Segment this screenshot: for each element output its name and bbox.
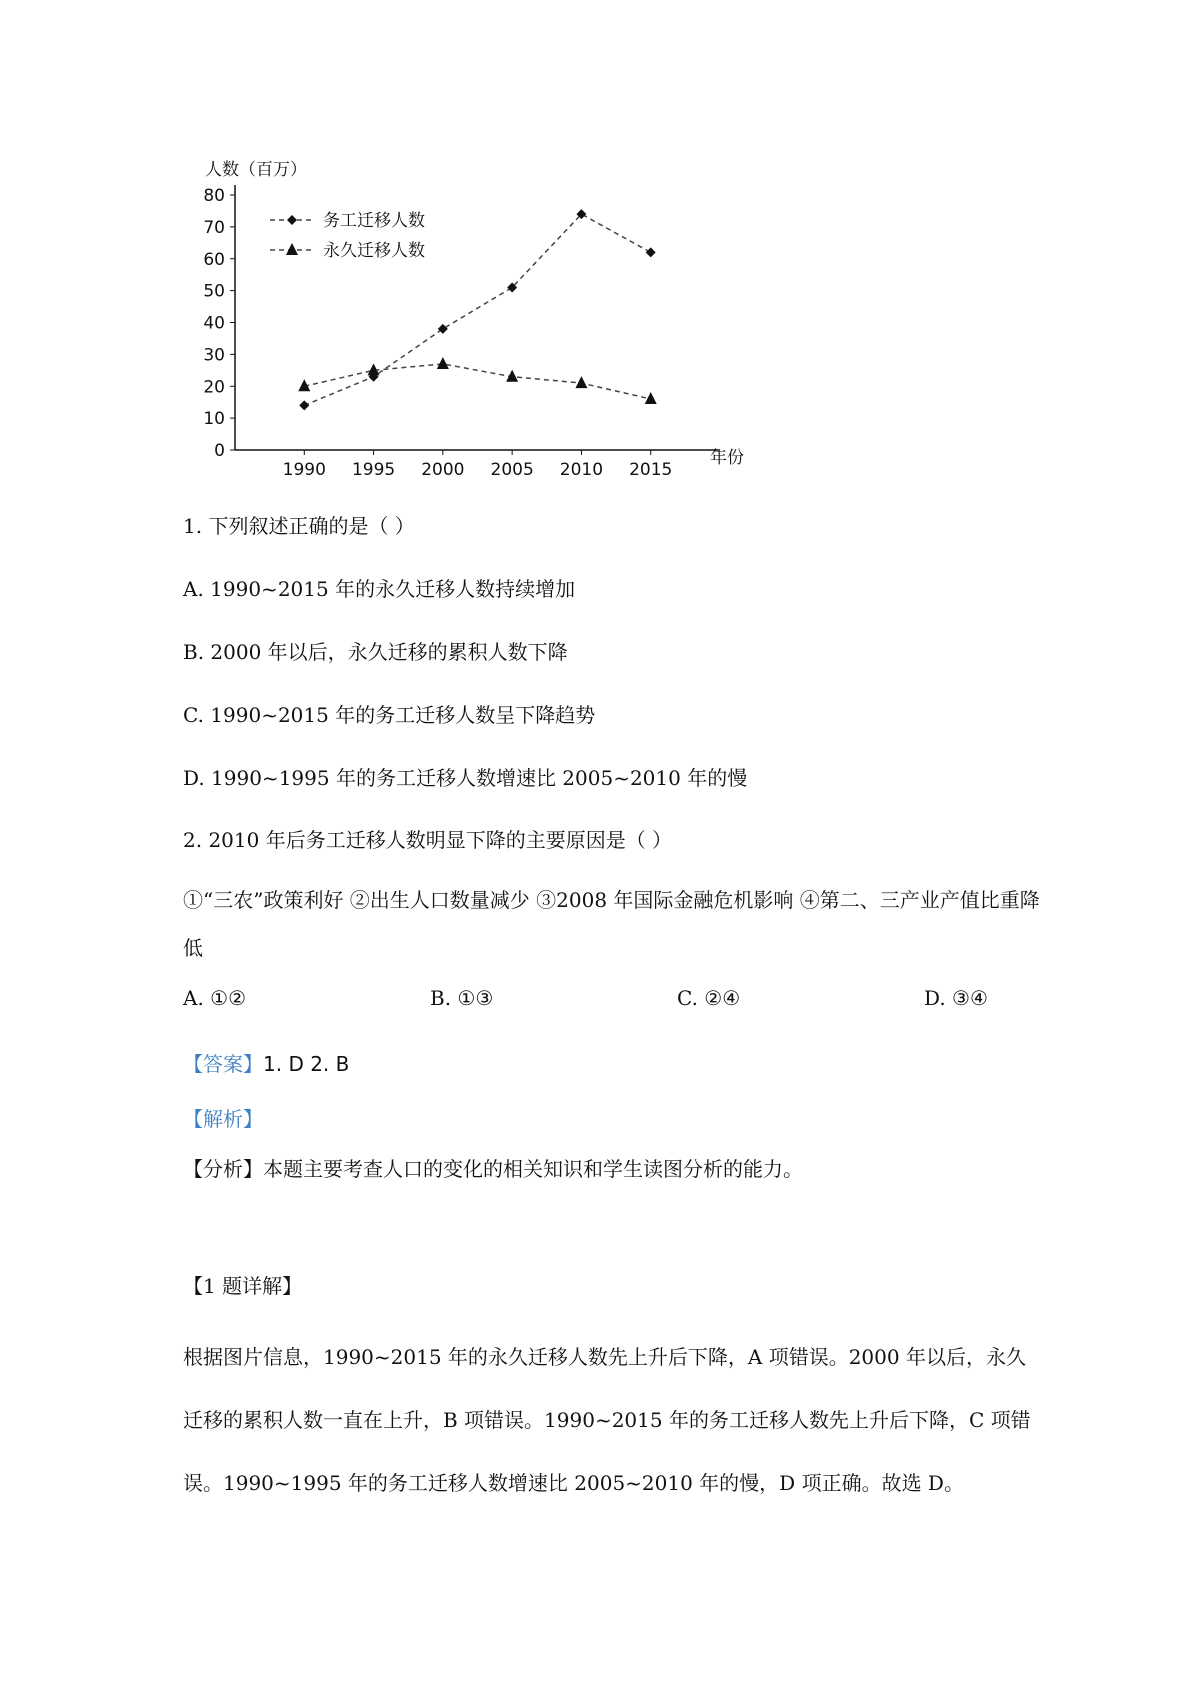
series-line-1 — [304, 364, 650, 399]
q2-option-d: D. ③④ — [924, 986, 988, 1010]
fenxi-line — [183, 1155, 803, 1183]
q2-option-b: B. ①③ — [430, 986, 494, 1010]
y-tick-label-50: 50 — [203, 281, 225, 302]
series-1-point-2010 — [575, 376, 587, 388]
q1-option-a: A. 1990~2015 年的永久迁移人数持续增加 — [183, 577, 576, 601]
analysis-tag: 【解析】 — [183, 1107, 263, 1131]
x-tick-label-2015: 2015 — [629, 460, 673, 480]
q1-option-b: B. 2000 年以后，永久迁移的累积人数下降 — [183, 640, 568, 664]
y-tick-label-0: 0 — [214, 441, 225, 461]
y-tick-label-20: 20 — [203, 377, 225, 398]
q1-option-d: D. 1990~1995 年的务工迁移人数增速比 2005~2010 年的慢 — [183, 766, 748, 790]
chart-svg — [180, 150, 744, 480]
series-0-point-2000 — [438, 324, 448, 334]
q1-stem: 1. 下列叙述正确的是（ ） — [183, 514, 415, 538]
x-tick-label-2005: 2005 — [490, 460, 534, 480]
legend-label-1: 永久迁移人数 — [323, 241, 425, 261]
x-tick-label-2010: 2010 — [559, 460, 604, 480]
answer-text: 1. D 2. B — [263, 1052, 350, 1076]
y-tick-label-10: 10 — [203, 409, 225, 430]
series-0-point-1990 — [299, 400, 309, 410]
q2-option-a: A. ①② — [183, 986, 247, 1010]
detail-text: 根据图片信息，1990~2015 年的永久迁移人数先上升后下降，A 项错误。2000 年以后，永久迁移的累积人数一直在上升，B 项错误。1990~2015 年的务工迁移人数先上升后下降，C 项错误。1990~1995 年的务工迁移人数增速比 2005~2010 年的慢，D 项正确。故选 D。 — [183, 1345, 1031, 1495]
detail-tag: 【1 题详解】 — [183, 1274, 303, 1298]
series-1-point-2015 — [645, 392, 657, 404]
series-1-point-2000 — [437, 357, 449, 369]
analysis-line — [183, 1105, 263, 1133]
q2-stem: 2. 2010 年后务工迁移人数明显下降的主要原因是（ ） — [183, 828, 673, 852]
x-tick-label-1990: 1990 — [282, 460, 326, 480]
y-tick-label-80: 80 — [203, 186, 225, 206]
y-axis-label: 人数（百万） — [205, 160, 307, 180]
legend-marker-0 — [287, 215, 297, 225]
fenxi-tag: 【分析】 — [183, 1157, 263, 1181]
y-tick-label-70: 70 — [203, 217, 225, 238]
x-tick-label-1995: 1995 — [351, 460, 396, 480]
q2-items: ①“三农”政策利好 ②出生人口数量减少 ③2008 年国际金融危机影响 ④第二、三产业产值比重降低 — [183, 888, 1040, 960]
migration-chart — [180, 150, 744, 480]
y-tick-label-30: 30 — [203, 345, 225, 366]
fenxi-text: 本题主要考查人口的变化的相关知识和学生读图分析的能力。 — [263, 1157, 803, 1181]
legend-label-0: 务工迁移人数 — [323, 211, 425, 231]
answer-tag: 【答案】 — [183, 1052, 263, 1076]
q1-option-c: C. 1990~2015 年的务工迁移人数呈下降趋势 — [183, 703, 596, 727]
answer-line — [183, 1050, 349, 1078]
q2-option-c: C. ②④ — [677, 986, 741, 1010]
x-tick-label-2000: 2000 — [421, 460, 465, 480]
y-tick-label-40: 40 — [203, 313, 225, 334]
legend-marker-1 — [286, 243, 298, 255]
y-tick-label-60: 60 — [203, 249, 225, 270]
series-1-point-2005 — [506, 370, 518, 382]
x-axis-label: 年份 — [710, 448, 744, 468]
series-0-point-2015 — [646, 247, 656, 257]
